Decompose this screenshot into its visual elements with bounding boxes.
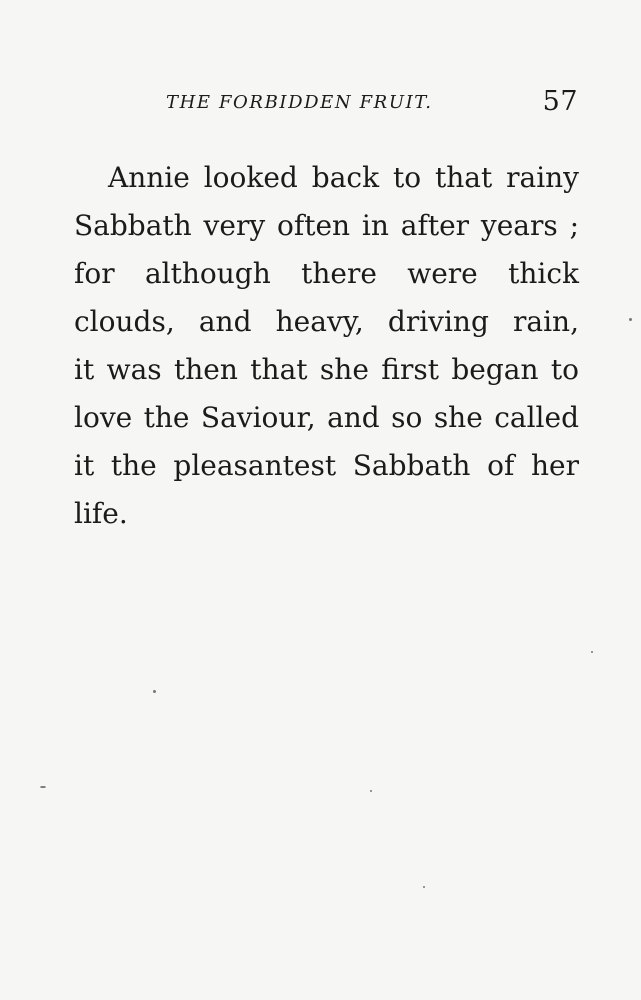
text-line: love the Saviour, and so she called	[74, 401, 579, 434]
text-line: Sabbath very often in after years ;	[74, 209, 579, 242]
text-line: it the pleasantest Sabbath of her	[74, 449, 579, 482]
paper-speck	[629, 318, 632, 321]
paper-speck	[370, 790, 372, 792]
text-line: life.	[74, 497, 128, 530]
text-line: it was then that she first began to	[74, 353, 579, 386]
text-line: for although there were thick	[74, 257, 579, 290]
paper-speck	[153, 690, 156, 693]
text-line: clouds, and heavy, driving rain,	[74, 305, 579, 338]
body-paragraph	[74, 154, 579, 538]
paper-speck	[423, 886, 425, 888]
running-head	[150, 86, 590, 126]
page-number: 57	[542, 86, 578, 117]
text-line: Annie looked back to that rainy	[108, 161, 579, 194]
paper-speck	[591, 651, 593, 653]
paper-speck	[40, 786, 46, 788]
running-title: THE FORBIDDEN FRUIT.	[166, 92, 433, 113]
